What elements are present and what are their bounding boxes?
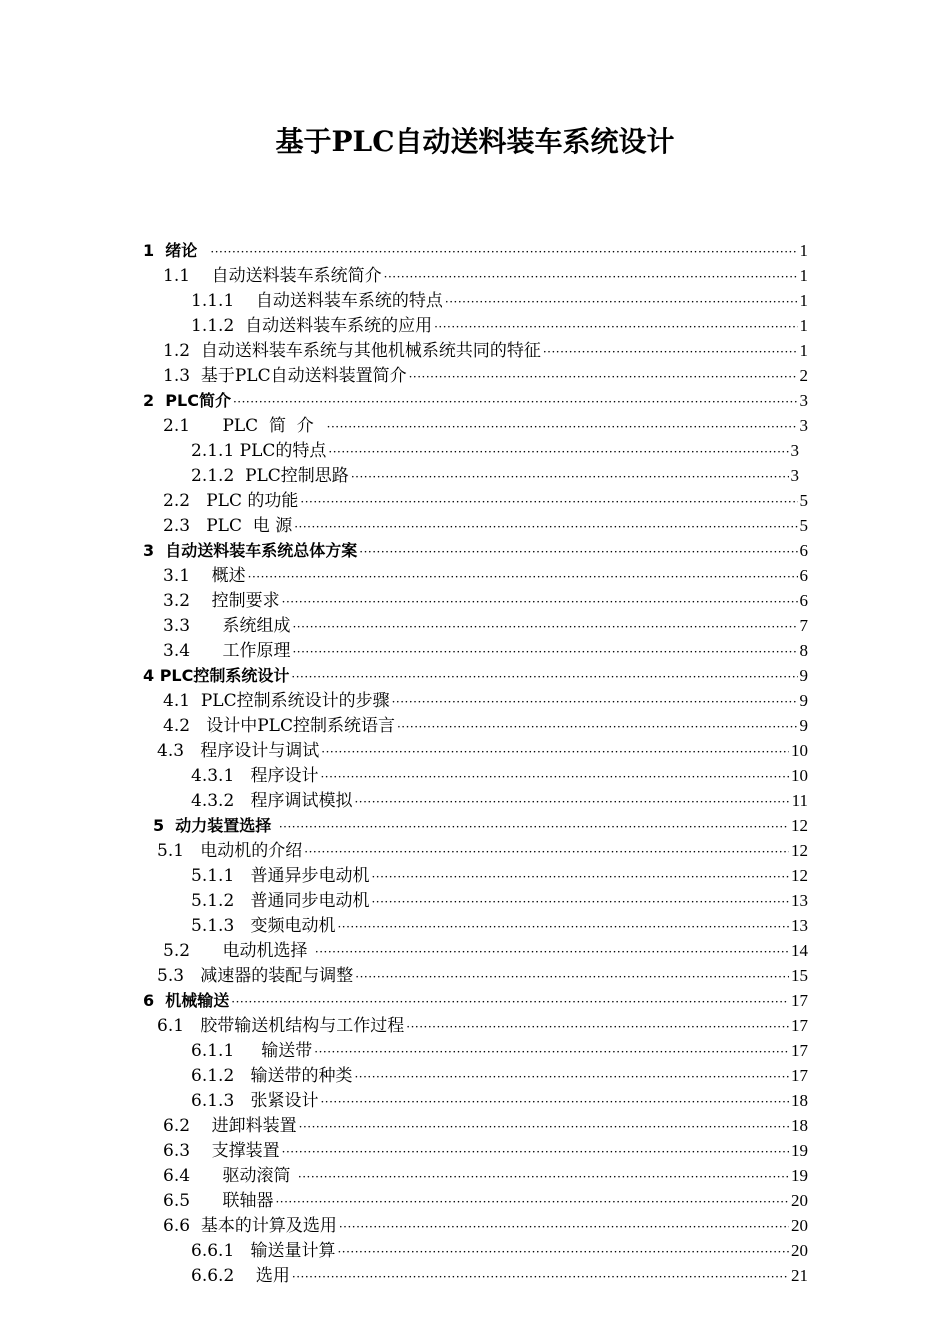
- toc-entry-label: 6 机械输送: [143, 991, 230, 1010]
- toc-entry-page: 3: [799, 416, 808, 435]
- toc-entry-page: 12: [791, 866, 808, 885]
- document-title: 基于PLC自动送料装车系统设计: [275, 125, 675, 158]
- toc-entry-label: 2.1.1 PLC的特点: [191, 441, 327, 461]
- toc-entry-label: 3.3 系统组成: [163, 616, 291, 636]
- toc-entry[interactable]: [163, 1189, 808, 1213]
- toc-entry-page: 1: [799, 316, 808, 335]
- toc-entry-label: 5.1.2 普通同步电动机: [191, 891, 370, 911]
- toc-leader: [337, 1240, 789, 1264]
- toc-entry-page: 9: [799, 716, 808, 735]
- toc-entry[interactable]: [163, 1214, 808, 1238]
- toc-entry-label: 4.3 程序设计与调试: [157, 741, 320, 761]
- toc-leader: [294, 515, 797, 539]
- toc-leader: [275, 1190, 789, 1214]
- toc-leader: [327, 415, 798, 439]
- toc-leader: [543, 340, 798, 364]
- toc-entry[interactable]: [191, 764, 808, 788]
- toc-entry-label: 6.6.1 输送量计算: [191, 1241, 336, 1261]
- toc-leader: [371, 890, 789, 914]
- toc-entry-page: 5: [799, 491, 808, 510]
- toc-leader: [339, 1215, 789, 1239]
- toc-leader: [300, 490, 797, 514]
- toc-entry-page: 6: [799, 541, 808, 560]
- toc-leader: [292, 640, 797, 664]
- toc-leader: [328, 440, 788, 464]
- toc-entry[interactable]: [143, 389, 808, 413]
- toc-entry-label: 1.1.2 自动送料装车系统的应用: [191, 316, 433, 336]
- toc-entry[interactable]: [191, 314, 808, 338]
- toc-entry-page: 14: [791, 941, 808, 960]
- toc-entry[interactable]: [191, 914, 808, 938]
- toc-leader: [321, 740, 789, 764]
- toc-entry-page: 20: [791, 1241, 808, 1260]
- toc-entry-label: 3.2 控制要求: [163, 591, 280, 611]
- toc-entry-label: 2.1 PLC 简 介: [163, 416, 325, 436]
- toc-entry-page: 6: [799, 591, 808, 610]
- toc-entry-page: 17: [791, 1016, 808, 1035]
- toc-entry-label: 5.1.3 变频电动机: [191, 916, 336, 936]
- toc-entry-label: 6.3 支撑装置: [163, 1141, 280, 1161]
- toc-leader: [406, 1015, 789, 1039]
- toc-leader: [384, 265, 798, 289]
- toc-entry-label: 6.4 驱动滚筒: [163, 1166, 296, 1186]
- toc-entry-label: 5 动力装置选择: [153, 816, 277, 835]
- toc-entry-page: 20: [791, 1191, 808, 1210]
- toc-entry-page: 17: [791, 1041, 808, 1060]
- toc-entry[interactable]: [143, 239, 808, 263]
- toc-entry[interactable]: [163, 689, 808, 713]
- toc-entry-page: 12: [791, 841, 808, 860]
- toc-entry-page: 15: [791, 966, 808, 985]
- toc-entry-label: 2.3 PLC 电 源: [163, 516, 293, 536]
- toc-entry[interactable]: [157, 839, 808, 863]
- toc-leader: [282, 1140, 789, 1164]
- toc-entry[interactable]: [157, 739, 808, 763]
- toc-leader: [282, 590, 798, 614]
- toc-leader: [291, 665, 797, 689]
- toc-leader: [409, 365, 798, 389]
- toc-entry-label: 6.2 进卸料装置: [163, 1116, 297, 1136]
- toc-entry-page: 18: [791, 1116, 808, 1135]
- toc-entry-label: 2.1.2 PLC控制思路: [191, 466, 349, 486]
- toc-entry[interactable]: [191, 1039, 808, 1063]
- toc-entry-label: 2 PLC简介: [143, 391, 231, 410]
- toc-leader: [210, 240, 797, 264]
- toc-leader: [320, 1090, 789, 1114]
- toc-entry[interactable]: [157, 964, 808, 988]
- toc-entry[interactable]: [163, 339, 808, 363]
- toc-entry-page: 20: [791, 1216, 808, 1235]
- toc-entry-label: 6.1.1 输送带: [191, 1041, 313, 1061]
- toc-entry-label: 1 绪论: [143, 241, 209, 260]
- toc-leader: [337, 915, 789, 939]
- toc-entry[interactable]: [191, 1239, 808, 1263]
- toc-entry[interactable]: [191, 439, 799, 463]
- toc-entry-label: 5.1.1 普通异步电动机: [191, 866, 370, 886]
- toc-leader: [279, 815, 789, 839]
- toc-entry-label: 6.1 胶带输送机结构与工作过程: [157, 1016, 405, 1036]
- toc-entry-page: 1: [799, 241, 808, 260]
- toc-entry-page: 2: [799, 366, 808, 385]
- toc-entry-page: 10: [791, 741, 808, 760]
- toc-entry[interactable]: [143, 989, 808, 1013]
- toc-leader: [359, 540, 797, 564]
- toc-entry-page: 3: [790, 441, 799, 460]
- toc-entry-label: 5.2 电动机选择: [163, 941, 313, 961]
- toc-entry-page: 6: [799, 566, 808, 585]
- toc-entry[interactable]: [163, 614, 808, 638]
- toc-entry[interactable]: [163, 639, 808, 663]
- toc-entry-page: 17: [791, 991, 808, 1010]
- toc-entry[interactable]: [163, 1164, 808, 1188]
- toc-entry-page: 1: [799, 341, 808, 360]
- toc-entry-label: 1.1.1 自动送料装车系统的特点: [191, 291, 443, 311]
- toc-leader: [392, 690, 798, 714]
- toc-entry-page: 5: [799, 516, 808, 535]
- toc-leader: [354, 790, 789, 814]
- toc-entry-label: 4.2 设计中PLC控制系统语言: [163, 716, 395, 736]
- toc-entry-label: 2.2 PLC 的功能: [163, 491, 299, 511]
- toc-entry[interactable]: [163, 564, 808, 588]
- toc-entry-page: 12: [791, 816, 808, 835]
- toc-leader: [320, 765, 789, 789]
- toc-entry-label: 6.1.2 输送带的种类: [191, 1066, 353, 1086]
- toc-entry-page: 11: [791, 791, 808, 810]
- toc-entry[interactable]: [163, 1139, 808, 1163]
- toc-entry[interactable]: [163, 939, 808, 963]
- toc-entry-label: 6.6.2 选用: [191, 1266, 290, 1286]
- toc-entry-page: 19: [791, 1141, 808, 1160]
- toc-entry-label: 6.1.3 张紧设计: [191, 1091, 319, 1111]
- toc-leader: [304, 840, 789, 864]
- toc-entry[interactable]: [191, 889, 808, 913]
- toc-entry[interactable]: [191, 1064, 808, 1088]
- toc-entry-label: 4.1 PLC控制系统设计的步骤: [163, 691, 390, 711]
- toc-entry-label: 6.6 基本的计算及选用: [163, 1216, 337, 1236]
- toc-leader: [351, 465, 789, 489]
- toc-entry-label: 3.1 概述: [163, 566, 246, 586]
- toc-entry[interactable]: [163, 489, 808, 513]
- toc-leader: [298, 1165, 789, 1189]
- toc-entry-page: 9: [799, 666, 808, 685]
- toc-entry-page: 10: [791, 766, 808, 785]
- toc-entry-page: 9: [799, 691, 808, 710]
- toc-entry[interactable]: [191, 464, 799, 488]
- toc-leader: [314, 1040, 789, 1064]
- toc-entry-page: 13: [791, 916, 808, 935]
- toc-entry-page: 21: [791, 1266, 808, 1285]
- toc-entry[interactable]: [143, 664, 808, 688]
- toc-entry-page: 7: [799, 616, 808, 635]
- toc-leader: [299, 1115, 789, 1139]
- toc-entry-page: 18: [791, 1091, 808, 1110]
- toc-leader: [292, 615, 797, 639]
- toc-entry-label: 4 PLC控制系统设计: [143, 666, 290, 685]
- toc-entry-label: 1.3 基于PLC自动送料装置简介: [163, 366, 407, 386]
- toc-entry-page: 8: [799, 641, 808, 660]
- toc-entry-label: 4.3.1 程序设计: [191, 766, 319, 786]
- toc-entry[interactable]: [191, 789, 808, 813]
- toc-entry-label: 5.1 电动机的介绍: [157, 841, 303, 861]
- toc-entry-label: 3 自动送料装车系统总体方案: [143, 541, 358, 560]
- toc-entry-page: 19: [791, 1166, 808, 1185]
- toc-entry-label: 1.2 自动送料装车系统与其他机械系统共同的特征: [163, 341, 541, 361]
- toc-entry[interactable]: [143, 539, 808, 563]
- toc-leader: [445, 290, 798, 314]
- toc-entry[interactable]: [163, 714, 808, 738]
- toc-leader: [315, 940, 789, 964]
- toc-entry[interactable]: [163, 589, 808, 613]
- toc-leader: [354, 1065, 789, 1089]
- toc-entry[interactable]: [163, 1114, 808, 1138]
- toc-entry-page: 13: [791, 891, 808, 910]
- toc-entry[interactable]: [191, 1264, 808, 1288]
- toc-entry-page: 3: [790, 466, 799, 485]
- toc-entry[interactable]: [163, 264, 808, 288]
- toc-leader: [397, 715, 798, 739]
- toc-leader: [231, 990, 789, 1014]
- toc-leader: [233, 390, 798, 414]
- toc-leader: [355, 965, 789, 989]
- toc-entry[interactable]: [191, 864, 808, 888]
- toc-leader: [292, 1265, 789, 1289]
- toc-entry-page: 1: [799, 266, 808, 285]
- toc-leader: [248, 565, 798, 589]
- toc-entry-page: 17: [791, 1066, 808, 1085]
- toc-entry[interactable]: [163, 514, 808, 538]
- toc-entry[interactable]: [191, 1089, 808, 1113]
- toc-entry[interactable]: [157, 1014, 808, 1038]
- toc-entry-label: 4.3.2 程序调试模拟: [191, 791, 353, 811]
- toc-leader: [434, 315, 797, 339]
- toc-entry-label: 3.4 工作原理: [163, 641, 291, 661]
- toc-leader: [371, 865, 789, 889]
- toc-entry-page: 1: [799, 291, 808, 310]
- toc-entry[interactable]: [153, 814, 808, 838]
- toc-entry-label: 5.3 减速器的装配与调整: [157, 966, 354, 986]
- toc-entry[interactable]: [163, 364, 808, 388]
- toc-entry[interactable]: [163, 414, 808, 438]
- toc-entry-page: 3: [799, 391, 808, 410]
- toc-entry-label: 1.1 自动送料装车系统简介: [163, 266, 382, 286]
- toc-entry-label: 6.5 联轴器: [163, 1191, 274, 1211]
- toc-entry[interactable]: [191, 289, 808, 313]
